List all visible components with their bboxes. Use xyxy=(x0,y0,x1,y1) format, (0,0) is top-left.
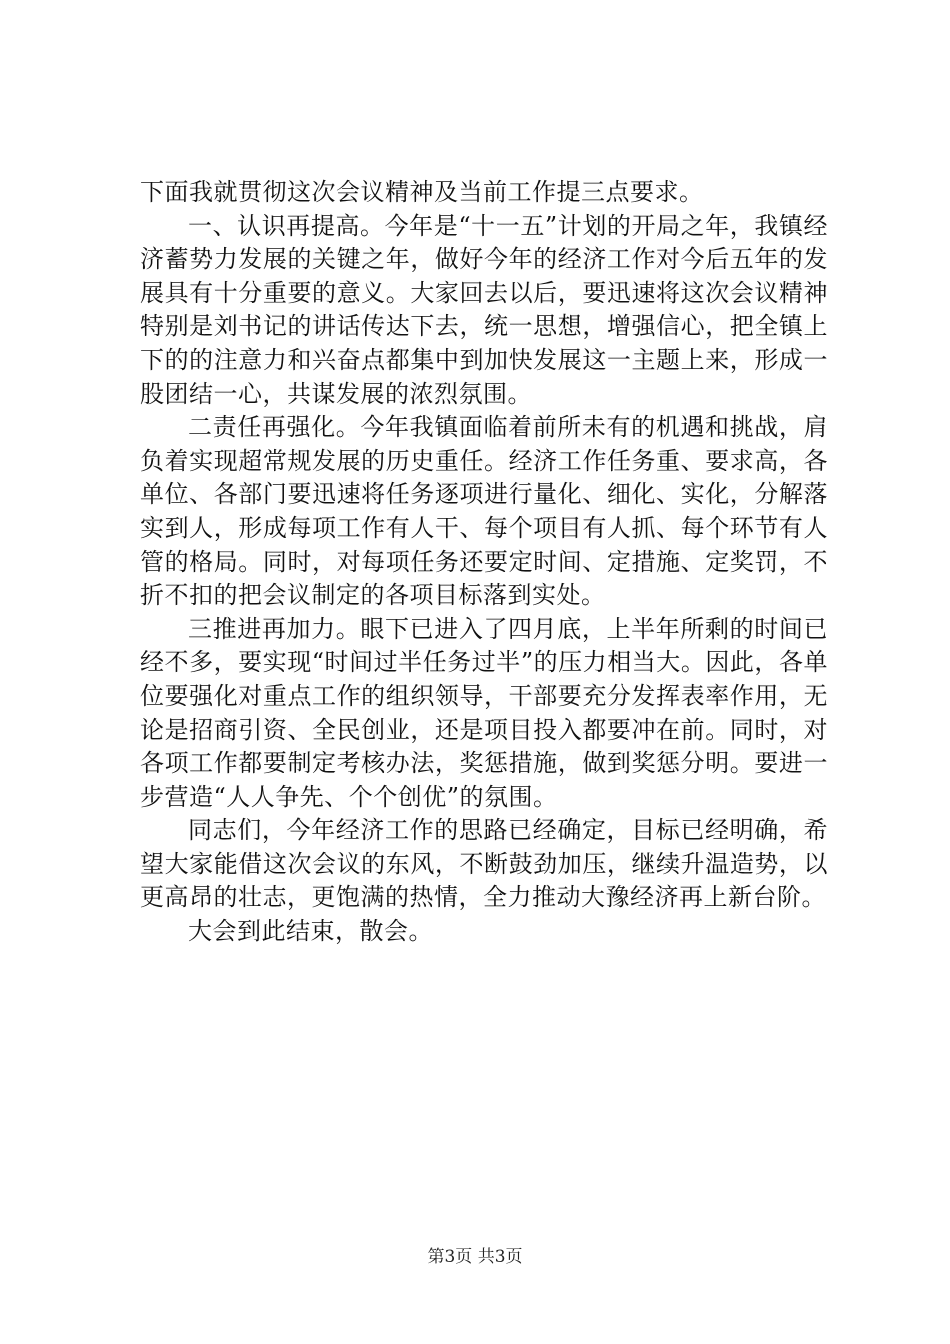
page-footer: 第3页 共3页 xyxy=(427,1247,523,1267)
paragraph-point-two: 二责任再强化。今年我镇面临着前所未有的机遇和挑战，肩负着实现超常规发展的历史重任。经济工作任务重、要求高，各单位、各部门要迅速将任务逐项进行量化、细化、实化，分解落实到人，形成每项工作有人干、每个项目有人抓、每个环节有人管的格局。同时，对每项任务还要定时间、定措施、定奖罚，不折不扣的把会议制定的各项目标落到实处。 xyxy=(140,413,828,610)
paragraph-closing: 同志们，今年经济工作的思路已经确定，目标已经明确，希望大家能借这次会议的东风，不断鼓劲加压，继续升温造势，以更高昂的壮志，更饱满的热情，全力推动大豫经济再上新台阶。 xyxy=(140,816,828,912)
paragraph-point-three: 三推进再加力。眼下已进入了四月底，上半年所剩的时间已经不多，要实现“时间过半任务过半”的压力相当大。因此，各单位要强化对重点工作的组织领导，干部要充分发挥表率作用，无论是招商引资、全民创业，还是项目投入都要冲在前。同时，对各项工作都要制定考核办法，奖惩措施，做到奖惩分明。要进一步营造“人人争先、个个创优”的氛围。 xyxy=(140,614,828,811)
paragraph-adjourn: 大会到此结束，散会。 xyxy=(188,917,433,946)
document-body xyxy=(140,176,828,949)
paragraph-point-one: 一、认识再提高。今年是“十一五”计划的开局之年，我镇经济蓄势力发展的关键之年，做好今年的经济工作对今后五年的发展具有十分重要的意义。大家回去以后，要迅速将这次会议精神特别是刘书记的讲话传达下去，统一思想，增强信心，把全镇上下的的注意力和兴奋点都集中到加快发展这一主题上来，形成一股团结一心，共谋发展的浓烈氛围。 xyxy=(140,211,828,408)
paragraph-intro: 下面我就贯彻这次会议精神及当前工作提三点要求。 xyxy=(140,178,704,206)
